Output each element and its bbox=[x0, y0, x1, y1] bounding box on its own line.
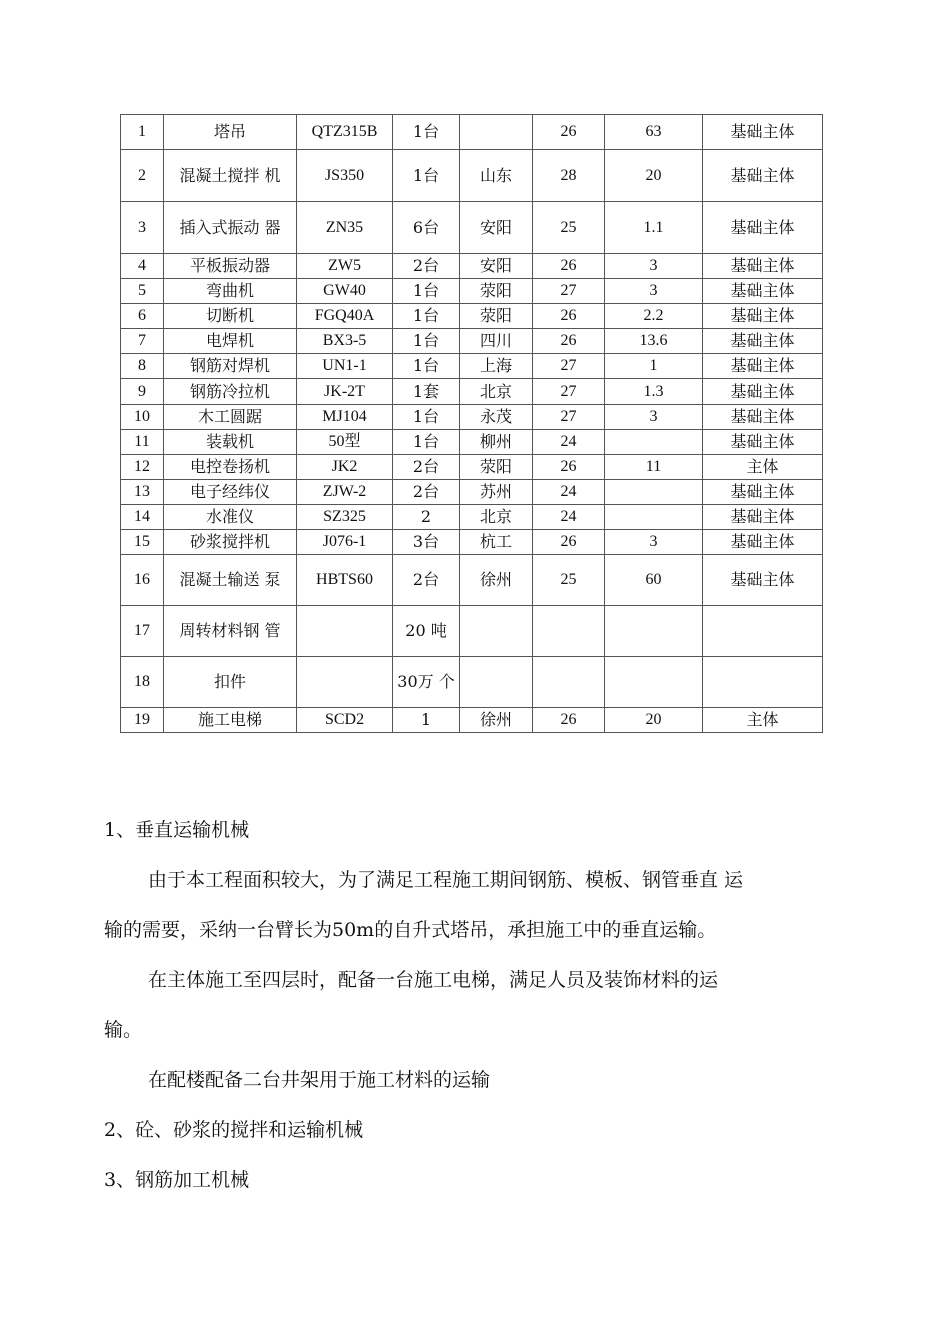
cell-origin: 四川 bbox=[460, 329, 533, 354]
cell-model: GW40 bbox=[297, 279, 393, 304]
cell-use: 主体 bbox=[703, 455, 823, 480]
cell-origin: 徐州 bbox=[460, 555, 533, 606]
cell-model: 50型 bbox=[297, 430, 393, 455]
table-row bbox=[121, 708, 823, 733]
cell-model: JK-2T bbox=[297, 379, 393, 405]
cell-model: ZW5 bbox=[297, 254, 393, 279]
cell-no: 14 bbox=[121, 505, 164, 530]
cell-model: MJ104 bbox=[297, 405, 393, 430]
cell-origin: 荥阳 bbox=[460, 455, 533, 480]
cell-year: 24 bbox=[533, 480, 605, 505]
cell-power: 20 bbox=[605, 708, 703, 733]
cell-year: 27 bbox=[533, 379, 605, 405]
cell-origin: 北京 bbox=[460, 505, 533, 530]
cell-qty: 1台 bbox=[393, 354, 460, 379]
cell-use: 基础主体 bbox=[703, 202, 823, 254]
cell-power: 1 bbox=[605, 354, 703, 379]
cell-year: 27 bbox=[533, 354, 605, 379]
cell-name: 钢筋冷拉机 bbox=[164, 379, 297, 405]
cell-year: 24 bbox=[533, 430, 605, 455]
cell-power: 1.3 bbox=[605, 379, 703, 405]
cell-power: 13.6 bbox=[605, 329, 703, 354]
table-row bbox=[121, 455, 823, 480]
table-row bbox=[121, 505, 823, 530]
cell-no: 1 bbox=[121, 115, 164, 150]
cell-model: ZN35 bbox=[297, 202, 393, 254]
table-row bbox=[121, 405, 823, 430]
cell-year: 26 bbox=[533, 708, 605, 733]
cell-use: 基础主体 bbox=[703, 555, 823, 606]
cell-power: 1.1 bbox=[605, 202, 703, 254]
cell-name: 钢筋对焊机 bbox=[164, 354, 297, 379]
cell-qty: 1台 bbox=[393, 115, 460, 150]
cell-use: 基础主体 bbox=[703, 530, 823, 555]
cell-use: 基础主体 bbox=[703, 115, 823, 150]
cell-year: 25 bbox=[533, 202, 605, 254]
heading-vertical-transport: 1、垂直运输机械 bbox=[104, 819, 250, 841]
cell-qty: 2台 bbox=[393, 480, 460, 505]
cell-name: 混凝土输送 泵 bbox=[164, 555, 297, 606]
cell-year: 25 bbox=[533, 555, 605, 606]
cell-qty: 3台 bbox=[393, 530, 460, 555]
cell-name: 切断机 bbox=[164, 304, 297, 329]
table-row bbox=[121, 555, 823, 606]
cell-no: 9 bbox=[121, 379, 164, 405]
cell-no: 13 bbox=[121, 480, 164, 505]
cell-power: 11 bbox=[605, 455, 703, 480]
cell-model: BX3-5 bbox=[297, 329, 393, 354]
paragraph-1-line-1: 由于本工程面积较大，为了满足工程施工期间钢筋、模板、钢管垂直 运 bbox=[148, 869, 744, 891]
table-row bbox=[121, 657, 823, 708]
cell-origin: 永茂 bbox=[460, 405, 533, 430]
cell-origin bbox=[460, 115, 533, 150]
cell-qty: 1台 bbox=[393, 329, 460, 354]
cell-name: 扣件 bbox=[164, 657, 297, 708]
cell-model: FGQ40A bbox=[297, 304, 393, 329]
cell-use: 基础主体 bbox=[703, 254, 823, 279]
cell-use: 基础主体 bbox=[703, 150, 823, 202]
cell-model: ZJW-2 bbox=[297, 480, 393, 505]
table-row bbox=[121, 254, 823, 279]
cell-power: 3 bbox=[605, 254, 703, 279]
cell-use bbox=[703, 657, 823, 708]
cell-year: 27 bbox=[533, 405, 605, 430]
cell-power: 3 bbox=[605, 279, 703, 304]
cell-no: 3 bbox=[121, 202, 164, 254]
cell-qty: 1套 bbox=[393, 379, 460, 405]
table-row bbox=[121, 480, 823, 505]
cell-power bbox=[605, 505, 703, 530]
cell-power bbox=[605, 657, 703, 708]
equipment-table bbox=[120, 114, 823, 733]
cell-power: 20 bbox=[605, 150, 703, 202]
cell-model: SCD2 bbox=[297, 708, 393, 733]
table-row bbox=[121, 379, 823, 405]
cell-model: UN1-1 bbox=[297, 354, 393, 379]
cell-qty: 2台 bbox=[393, 555, 460, 606]
cell-year: 26 bbox=[533, 254, 605, 279]
cell-use: 基础主体 bbox=[703, 430, 823, 455]
cell-use: 基础主体 bbox=[703, 480, 823, 505]
cell-origin: 安阳 bbox=[460, 254, 533, 279]
cell-no: 5 bbox=[121, 279, 164, 304]
cell-model: JK2 bbox=[297, 455, 393, 480]
cell-qty: 1台 bbox=[393, 150, 460, 202]
cell-year: 27 bbox=[533, 279, 605, 304]
cell-qty: 6台 bbox=[393, 202, 460, 254]
cell-name: 砂浆搅拌机 bbox=[164, 530, 297, 555]
cell-use: 基础主体 bbox=[703, 379, 823, 405]
cell-no: 17 bbox=[121, 606, 164, 657]
cell-qty: 1台 bbox=[393, 430, 460, 455]
cell-qty: 1 bbox=[393, 708, 460, 733]
table-row bbox=[121, 115, 823, 150]
cell-qty: 1台 bbox=[393, 304, 460, 329]
equipment-table-body bbox=[121, 115, 823, 733]
cell-origin: 荥阳 bbox=[460, 304, 533, 329]
cell-model bbox=[297, 657, 393, 708]
cell-model: SZ325 bbox=[297, 505, 393, 530]
cell-origin: 柳州 bbox=[460, 430, 533, 455]
cell-model bbox=[297, 606, 393, 657]
table-row bbox=[121, 202, 823, 254]
cell-name: 塔吊 bbox=[164, 115, 297, 150]
cell-power: 63 bbox=[605, 115, 703, 150]
cell-power: 3 bbox=[605, 405, 703, 430]
cell-year: 26 bbox=[533, 304, 605, 329]
table-row bbox=[121, 329, 823, 354]
table-row bbox=[121, 606, 823, 657]
cell-power bbox=[605, 606, 703, 657]
cell-origin: 徐州 bbox=[460, 708, 533, 733]
cell-use bbox=[703, 606, 823, 657]
cell-origin: 杭工 bbox=[460, 530, 533, 555]
cell-qty: 30万 个 bbox=[393, 657, 460, 708]
cell-use: 基础主体 bbox=[703, 279, 823, 304]
cell-model: HBTS60 bbox=[297, 555, 393, 606]
heading-rebar-machinery: 3、钢筋加工机械 bbox=[104, 1169, 250, 1191]
cell-no: 11 bbox=[121, 430, 164, 455]
cell-no: 15 bbox=[121, 530, 164, 555]
cell-name: 施工电梯 bbox=[164, 708, 297, 733]
cell-use: 基础主体 bbox=[703, 405, 823, 430]
cell-no: 19 bbox=[121, 708, 164, 733]
cell-no: 2 bbox=[121, 150, 164, 202]
cell-name: 电子经纬仪 bbox=[164, 480, 297, 505]
cell-name: 装载机 bbox=[164, 430, 297, 455]
cell-origin: 上海 bbox=[460, 354, 533, 379]
cell-origin: 安阳 bbox=[460, 202, 533, 254]
cell-year: 26 bbox=[533, 329, 605, 354]
cell-origin: 北京 bbox=[460, 379, 533, 405]
paragraph-1-line-2: 输的需要，采纳一台臂长为50m的自升式塔吊，承担施工中的垂直运输。 bbox=[104, 919, 717, 941]
cell-no: 4 bbox=[121, 254, 164, 279]
cell-use: 基础主体 bbox=[703, 354, 823, 379]
cell-no: 10 bbox=[121, 405, 164, 430]
cell-name: 平板振动器 bbox=[164, 254, 297, 279]
cell-name: 电焊机 bbox=[164, 329, 297, 354]
cell-year bbox=[533, 606, 605, 657]
heading-mixing-transport: 2、砼、砂浆的搅拌和运输机械 bbox=[104, 1119, 364, 1141]
cell-qty: 20 吨 bbox=[393, 606, 460, 657]
cell-qty: 2 bbox=[393, 505, 460, 530]
cell-year: 26 bbox=[533, 115, 605, 150]
table-row bbox=[121, 304, 823, 329]
cell-name: 木工圆踞 bbox=[164, 405, 297, 430]
paragraph-2-line-2: 输。 bbox=[104, 1019, 143, 1041]
table-row bbox=[121, 150, 823, 202]
table-row bbox=[121, 354, 823, 379]
cell-no: 18 bbox=[121, 657, 164, 708]
cell-model: JS350 bbox=[297, 150, 393, 202]
cell-year bbox=[533, 657, 605, 708]
cell-qty: 2台 bbox=[393, 254, 460, 279]
cell-qty: 2台 bbox=[393, 455, 460, 480]
cell-qty: 1台 bbox=[393, 405, 460, 430]
table-row bbox=[121, 279, 823, 304]
cell-no: 8 bbox=[121, 354, 164, 379]
cell-no: 6 bbox=[121, 304, 164, 329]
cell-no: 16 bbox=[121, 555, 164, 606]
cell-origin: 荥阳 bbox=[460, 279, 533, 304]
cell-name: 水准仪 bbox=[164, 505, 297, 530]
cell-no: 12 bbox=[121, 455, 164, 480]
cell-power bbox=[605, 430, 703, 455]
cell-name: 插入式振动 器 bbox=[164, 202, 297, 254]
cell-use: 基础主体 bbox=[703, 304, 823, 329]
cell-power: 2.2 bbox=[605, 304, 703, 329]
cell-origin bbox=[460, 606, 533, 657]
cell-name: 弯曲机 bbox=[164, 279, 297, 304]
cell-origin: 山东 bbox=[460, 150, 533, 202]
cell-use: 主体 bbox=[703, 708, 823, 733]
cell-year: 26 bbox=[533, 530, 605, 555]
cell-model: J076-1 bbox=[297, 530, 393, 555]
cell-model: QTZ315B bbox=[297, 115, 393, 150]
cell-name: 混凝土搅拌 机 bbox=[164, 150, 297, 202]
cell-power bbox=[605, 480, 703, 505]
cell-origin bbox=[460, 657, 533, 708]
cell-no: 7 bbox=[121, 329, 164, 354]
cell-name: 周转材料钢 管 bbox=[164, 606, 297, 657]
cell-year: 28 bbox=[533, 150, 605, 202]
cell-year: 26 bbox=[533, 455, 605, 480]
cell-year: 24 bbox=[533, 505, 605, 530]
cell-power: 3 bbox=[605, 530, 703, 555]
paragraph-2-line-1: 在主体施工至四层时，配备一台施工电梯，满足人员及装饰材料的运 bbox=[148, 969, 719, 991]
cell-origin: 苏州 bbox=[460, 480, 533, 505]
paragraph-3: 在配楼配备二台井架用于施工材料的运输 bbox=[148, 1069, 491, 1091]
table-row bbox=[121, 530, 823, 555]
table-row bbox=[121, 430, 823, 455]
cell-use: 基础主体 bbox=[703, 505, 823, 530]
cell-power: 60 bbox=[605, 555, 703, 606]
cell-use: 基础主体 bbox=[703, 329, 823, 354]
cell-name: 电控卷扬机 bbox=[164, 455, 297, 480]
cell-qty: 1台 bbox=[393, 279, 460, 304]
